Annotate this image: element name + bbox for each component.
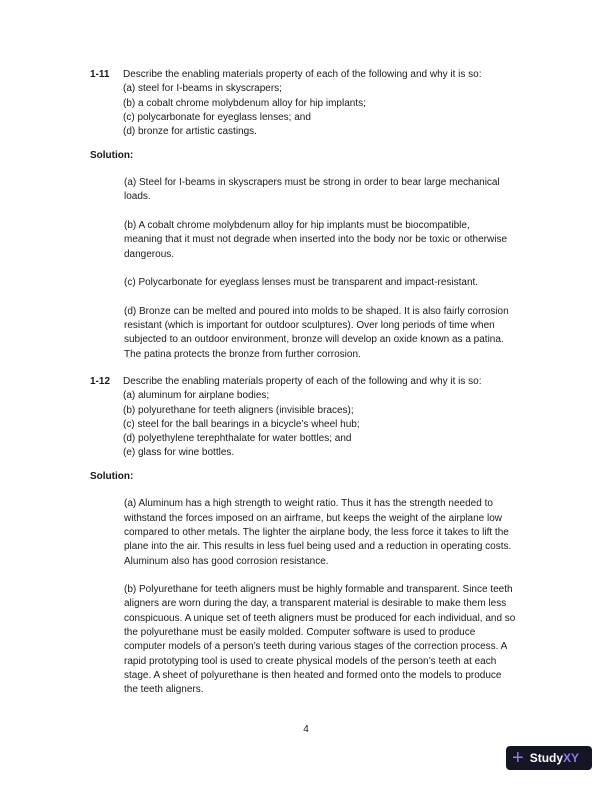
- logo-text: StudyXY: [529, 751, 580, 765]
- question-line: (a) steel for I-beams in skyscrapers;: [123, 83, 282, 95]
- paragraph-line: (c) Polycarbonate for eyeglass lenses must be transparent and impact-resistant.: [124, 277, 479, 289]
- paragraph-line: meaning that it must not degrade when inserted into the body nor be toxic or otherwise: [124, 234, 508, 246]
- paragraph-line: (a) Aluminum has a high strength to weight ratio. Thus it has the strength needed to: [124, 498, 493, 510]
- paragraph-line: (b) A cobalt chrome molybdenum alloy for hip implants must be biocompatible,: [124, 220, 470, 231]
- plus-icon: +: [512, 747, 524, 769]
- question-line: (d) polyethylene terephthalate for water bottles; and: [123, 433, 352, 445]
- page-number: 4: [303, 724, 309, 735]
- question-line: (b) polyurethane for teeth aligners (invisible braces);: [123, 404, 354, 416]
- question-line: (c) polycarbonate for eyeglass lenses; and: [123, 111, 311, 123]
- solution-paragraph: [124, 176, 500, 205]
- solution-paragraph: [124, 305, 509, 362]
- question-line: (e) glass for wine bottles.: [123, 447, 235, 459]
- studyxy-logo[interactable]: [506, 746, 592, 770]
- problem-number: 1-11: [90, 69, 110, 80]
- paragraph-line: loads.: [124, 191, 151, 203]
- paragraph-line: compared to other metals. The lighter the airplane body, the less force it takes to lift the: [124, 526, 509, 538]
- paragraph-line: subjected to an outdoor environment, bronze will develop an oxide known as a patina.: [124, 334, 504, 346]
- paragraph-line: computer models of a person’s teeth during various stages of the correction process. A: [124, 641, 508, 653]
- paragraph-line: the teeth aligners.: [124, 684, 204, 696]
- paragraph-line: the polyurethane must be easily molded. Computer software is used to produce: [124, 627, 476, 639]
- paragraph-line: plane into the air. This results in less fuel being used and a reduction in operating costs.: [124, 541, 512, 553]
- question-line: (c) steel for the ball bearings in a bicycle’s wheel hub;: [123, 418, 360, 430]
- question-line: Describe the enabling materials property of each of the following and why it is so:: [123, 69, 482, 80]
- paragraph-line: (a) Steel for I-beams in skyscrapers must be strong in order to bear large mechanical: [124, 177, 500, 189]
- solution-paragraph: [124, 497, 511, 568]
- paragraph-line: resistant (which is important for outdoor sculptures). Over long periods of time when: [124, 320, 495, 332]
- problem-question: [123, 375, 482, 461]
- question-line: (b) a cobalt chrome molybdenum alloy for hip implants;: [123, 97, 366, 109]
- question-line: Describe the enabling materials property of each of the following and why it is so:: [123, 376, 482, 387]
- paragraph-line: Aluminum also has good corrosion resistance.: [124, 555, 329, 567]
- solution-paragraph: [124, 583, 515, 697]
- paragraph-line: (d) Bronze can be melted and poured into molds to be shaped. It is also fairly corrosion: [124, 305, 509, 317]
- problem-question: [123, 68, 482, 139]
- paragraph-line: aligners are worn during the day, a transparent material is desirable to make them less: [124, 598, 507, 610]
- question-line: (d) bronze for artistic castings.: [123, 126, 257, 138]
- solution-paragraph: [124, 219, 507, 262]
- paragraph-line: stage. A sheet of polyurethane is then heated and formed onto the models to produce: [124, 669, 502, 681]
- paragraph-line: conspicuous. A unique set of teeth aligners must be produced for each individual, and so: [124, 612, 516, 624]
- paragraph-line: withstand the forces imposed on an airframe, but keeps the weight of the airplane low: [124, 512, 502, 524]
- question-line: (a) aluminum for airplane bodies;: [123, 390, 270, 402]
- problem-number: 1-12: [90, 376, 111, 387]
- paragraph-line: The patina protects the bronze from further corrosion.: [124, 348, 361, 360]
- solution-paragraph: [124, 276, 478, 290]
- paragraph-line: rapid prototyping tool is used to create physical models of the person’s teeth at each: [124, 655, 497, 667]
- solution-label: Solution:: [90, 149, 134, 161]
- solution-label: Solution:: [90, 470, 134, 482]
- paragraph-line: (b) Polyurethane for teeth aligners must be highly formable and transparent. Since teeth: [124, 584, 513, 596]
- paragraph-line: dangerous.: [124, 248, 175, 260]
